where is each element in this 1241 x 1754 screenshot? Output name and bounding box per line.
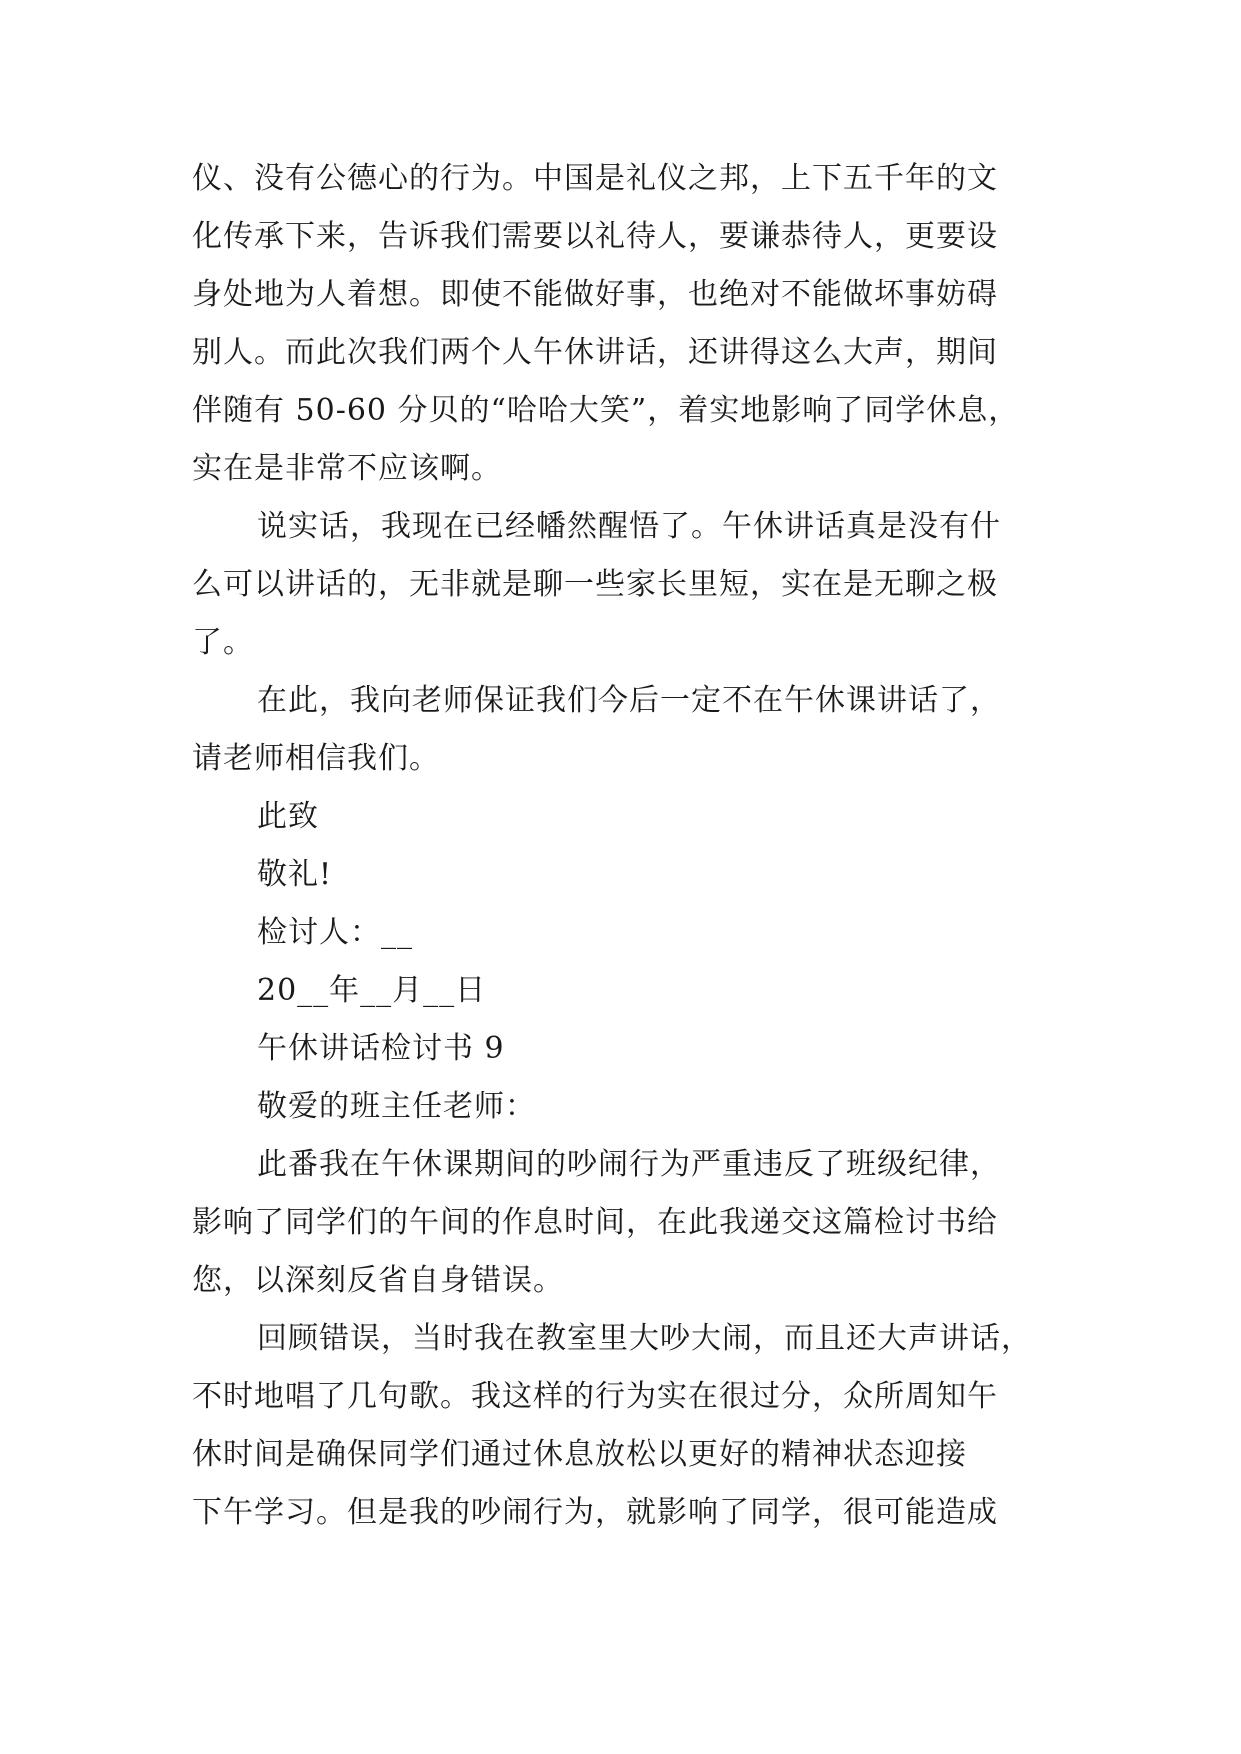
text-line: 下午学习。但是我的吵闹行为，就影响了同学，很可能造成 (192, 1495, 998, 1530)
text-line: 休时间是确保同学们通过休息放松以更好的精神状态迎接 (192, 1437, 967, 1472)
text-line: 伴随有 50-60 分贝的“哈哈大笑”，着实地影响了同学休息， (192, 393, 1020, 428)
paragraph-first-line: 此番我在午休课期间的吵闹行为严重违反了班级纪律， (257, 1147, 1001, 1182)
signature-line: 检讨人：__ (257, 915, 413, 950)
document-body (192, 150, 1052, 1542)
text-line: 身处地为人着想。即使不能做好事，也绝对不能做坏事妨碍 (192, 277, 998, 312)
text-line: 化传承下来，告诉我们需要以礼待人，要谦恭待人，更要设 (192, 219, 998, 254)
text-line: 了。 (192, 625, 254, 660)
paragraph-first-line: 说实话，我现在已经幡然醒悟了。午休讲话真是没有什 (257, 509, 1001, 544)
text-line: 别人。而此次我们两个人午休讲话，还讲得这么大声，期间 (192, 335, 998, 370)
paragraph-first-line: 回顾错误，当时我在教室里大吵大闹，而且还大声讲话， (257, 1321, 1032, 1356)
text-line: 么可以讲话的，无非就是聊一些家长里短，实在是无聊之极 (192, 567, 998, 602)
section-title: 午休讲话检讨书 9 (257, 1031, 505, 1066)
date-line: 20__年__月__日 (257, 973, 487, 1008)
greeting: 敬爱的班主任老师： (257, 1089, 536, 1124)
text-line: 您，以深刻反省自身错误。 (192, 1263, 564, 1298)
text-line: 不时地唱了几句歌。我这样的行为实在很过分，众所周知午 (192, 1379, 998, 1414)
closing-regards: 敬礼! (257, 857, 333, 892)
closing-salutation: 此致 (257, 799, 319, 834)
paragraph-first-line: 在此，我向老师保证我们今后一定不在午休课讲话了， (257, 683, 1001, 718)
text-line: 请老师相信我们。 (192, 741, 440, 776)
text-line: 仪、没有公德心的行为。中国是礼仪之邦，上下五千年的文 (192, 161, 998, 196)
text-line: 实在是非常不应该啊。 (192, 451, 502, 486)
text-line: 影响了同学们的午间的作息时间，在此我递交这篇检讨书给 (192, 1205, 998, 1240)
